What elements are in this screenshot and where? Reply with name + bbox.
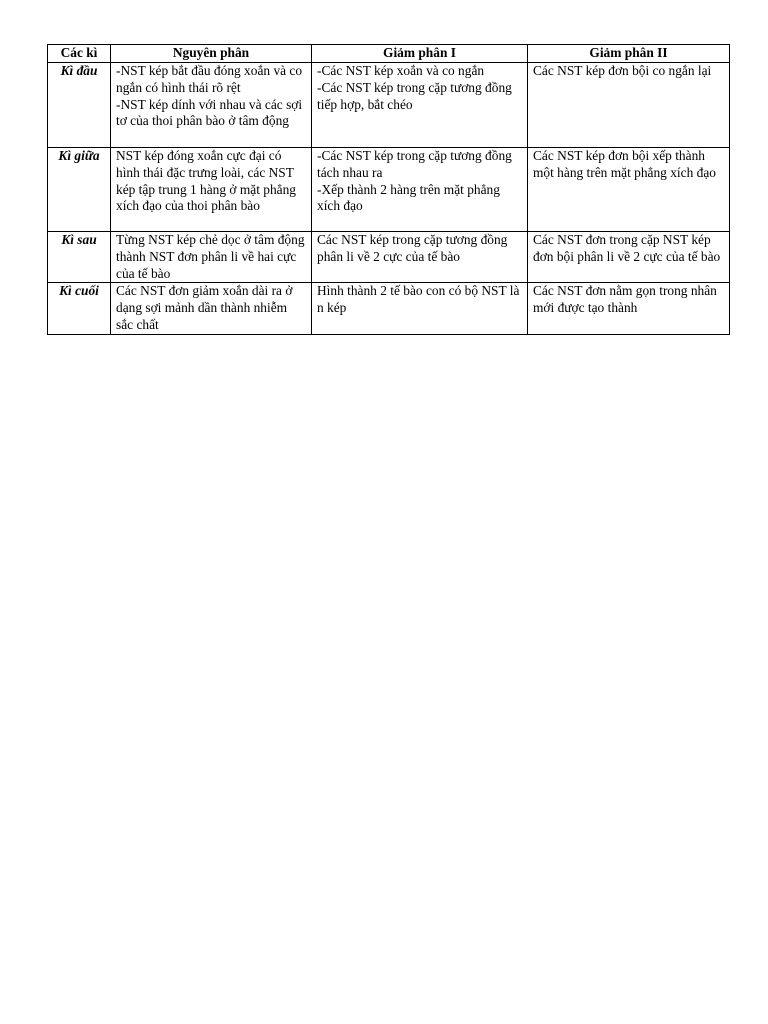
cell-line: -Xếp thành 2 hàng trên mặt phẳng xích đạo [317,181,500,214]
header-phase: Các kì [48,45,111,63]
cell-line: -Các NST kép xoắn và co ngắn [317,63,485,78]
meiosis-1-cell [312,148,528,232]
cell-line: -Các NST kép trong cặp tương đồng tách nhau ra [317,148,512,180]
cell-line: Các NST đơn trong cặp NST kép đơn bội phân li về 2 cực của tế bào [533,232,721,264]
meiosis-2-cell [528,232,730,283]
cell-line: Các NST kép đơn bội xếp thành một hàng trên mặt phẳng xích đạo [533,148,716,180]
cell-line: Các NST kép đơn bội co ngắn lại [533,63,712,78]
header-mitosis: Nguyên phân [111,45,312,63]
meiosis-2-cell [528,148,730,232]
mitosis-cell [111,148,312,232]
meiosis-1-cell [312,232,528,283]
cell-line: Các NST đơn nằm gọn trong nhân mới được tạo thành [533,283,717,316]
phase-label: Kì đầu [48,63,111,148]
cell-division-comparison-table [47,44,730,335]
meiosis-2-cell [528,283,730,334]
cell-line: Hình thành 2 tế bào con có bộ NST là n kép [317,283,520,316]
cell-line: NST kép đóng xoắn cực đại có hình thái đặc trưng loài, các NST kép tập trung 1 hàng ở mặt phẳng xích đạo của thoi phân bào [116,148,297,214]
cell-line: -NST kép bắt đầu đóng xoắn và co ngắn có hình thái rõ rệt [116,63,303,95]
table-header-row [48,45,730,63]
header-meiosis-2: Giảm phân II [528,45,730,63]
phase-label: Kì cuối [48,283,111,334]
cell-line: -Các NST kép trong cặp tương đồng tiếp hợp, bắt chéo [317,79,512,112]
cell-line: Các NST đơn giảm xoắn dài ra ở dạng sợi mảnh dần thành nhiễm sắc chất [116,283,293,332]
cell-line: Từng NST kép chẻ dọc ở tâm động thành NST đơn phân li về hai cực của tế bào [116,232,305,281]
cell-line: -NST kép dính với nhau và các sợi tơ của thoi phân bào ở tâm động [116,96,303,129]
mitosis-cell [111,232,312,283]
meiosis-1-cell [312,283,528,334]
mitosis-cell [111,283,312,334]
phase-label: Kì sau [48,232,111,283]
table-row [48,148,730,232]
table-row [48,232,730,283]
header-meiosis-1: Giảm phân I [312,45,528,63]
cell-line: Các NST kép trong cặp tương đồng phân li về 2 cực của tế bào [317,232,508,264]
meiosis-2-cell [528,63,730,148]
mitosis-cell [111,63,312,148]
table-row [48,283,730,334]
phase-label: Kì giữa [48,148,111,232]
table-row [48,63,730,148]
meiosis-1-cell [312,63,528,148]
